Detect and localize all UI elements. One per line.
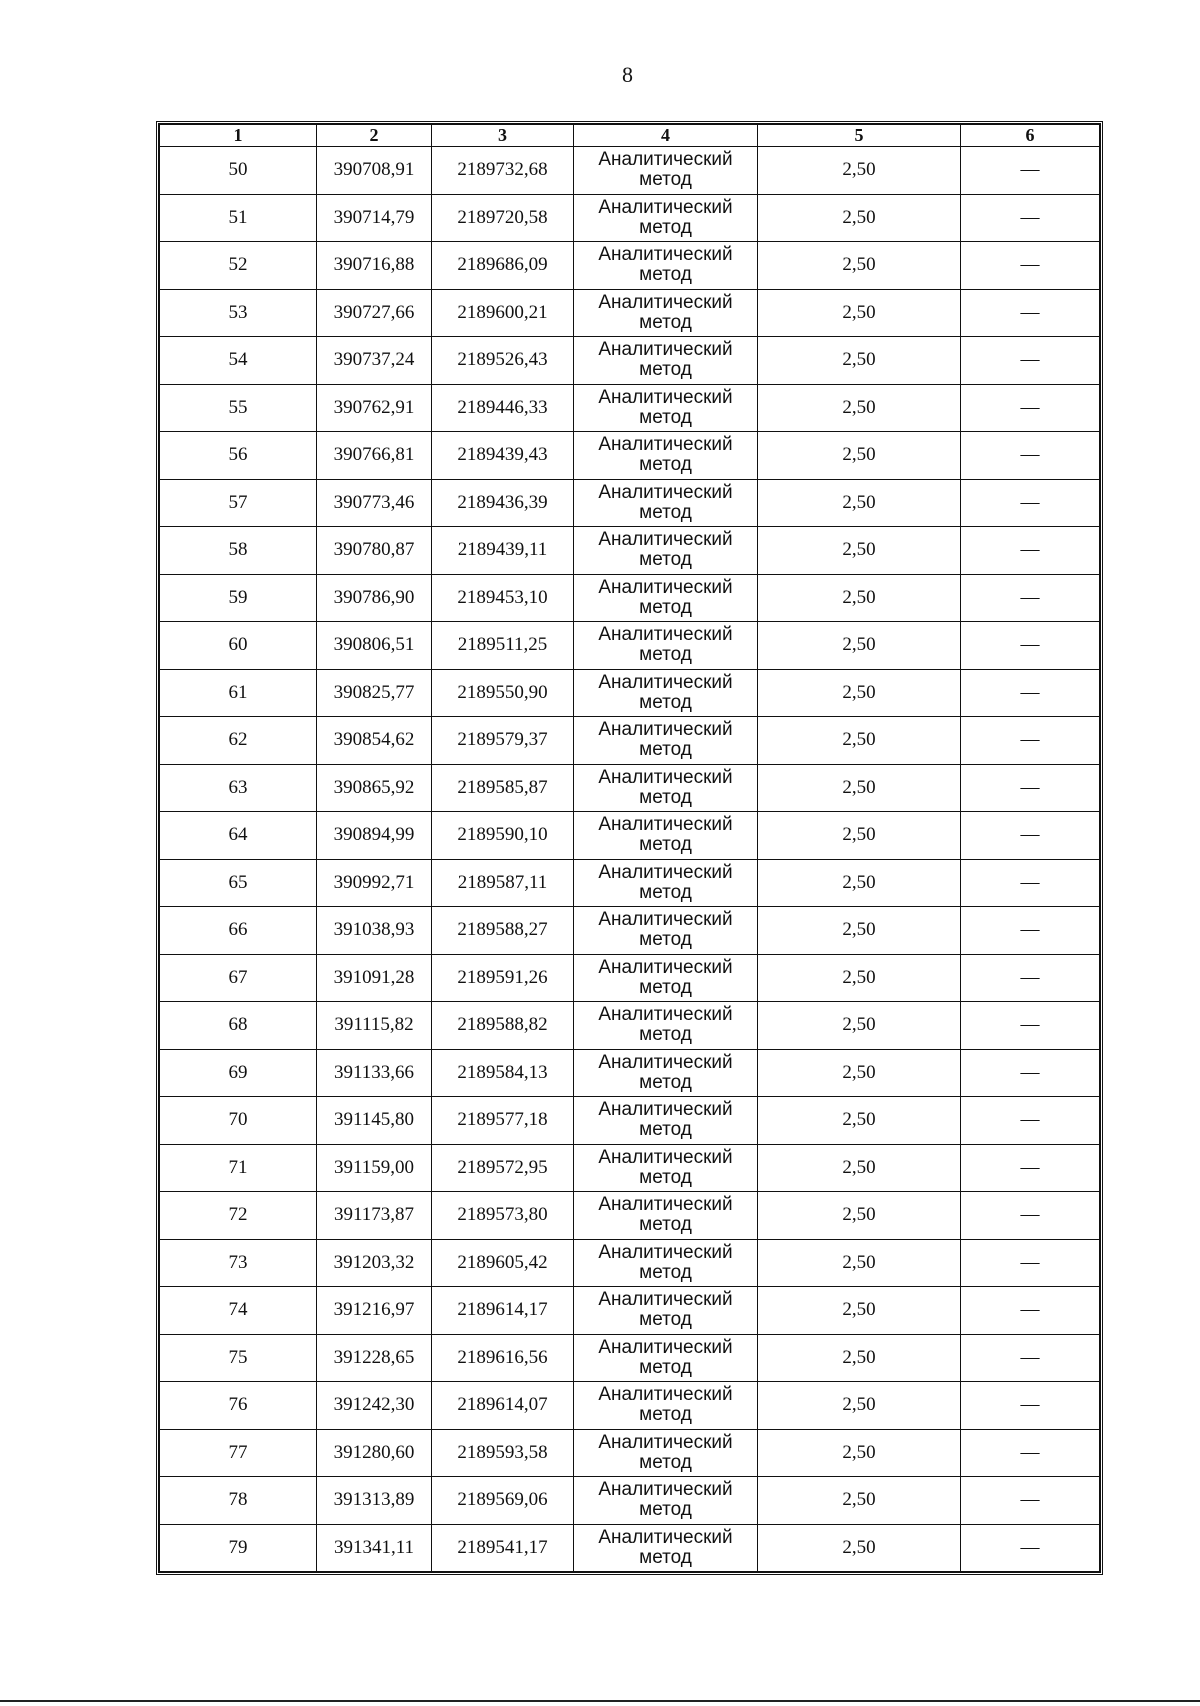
accuracy-cell: 2,50 (758, 1192, 961, 1240)
x-coordinate-cell: 390865,92 (317, 764, 432, 812)
method-line-2: метод (639, 1309, 692, 1331)
note-cell: — (961, 1382, 1100, 1430)
point-number-cell: 60 (160, 622, 317, 670)
y-coordinate-cell: 2189550,90 (432, 669, 574, 717)
table-row (160, 859, 1100, 907)
x-coordinate-cell: 390806,51 (317, 622, 432, 670)
table-row (160, 764, 1100, 812)
method-cell (574, 1477, 758, 1525)
method-line-2: метод (639, 1214, 692, 1236)
table-row (160, 812, 1100, 860)
y-coordinate-cell: 2189569,06 (432, 1477, 574, 1525)
method-cell (574, 1002, 758, 1050)
y-coordinate-cell: 2189573,80 (432, 1192, 574, 1240)
accuracy-cell: 2,50 (758, 1287, 961, 1335)
method-line-1: Аналитический (598, 339, 733, 361)
x-coordinate-cell: 390786,90 (317, 574, 432, 622)
note-cell: — (961, 1429, 1100, 1477)
x-coordinate-cell: 391091,28 (317, 954, 432, 1002)
point-number-cell: 79 (160, 1524, 317, 1572)
method-line-2: метод (639, 311, 692, 333)
column-header-5: 5 (758, 125, 961, 147)
method-cell (574, 432, 758, 480)
point-number-cell: 77 (160, 1429, 317, 1477)
table-row (160, 337, 1100, 385)
accuracy-cell: 2,50 (758, 907, 961, 955)
table-row (160, 1239, 1100, 1287)
method-line-2: метод (639, 881, 692, 903)
table-row (160, 384, 1100, 432)
note-cell: — (961, 954, 1100, 1002)
method-line-2: метод (639, 169, 692, 191)
method-line-1: Аналитический (598, 1526, 733, 1548)
y-coordinate-cell: 2189577,18 (432, 1097, 574, 1145)
method-line-1: Аналитический (598, 1146, 733, 1168)
accuracy-cell: 2,50 (758, 622, 961, 670)
note-cell: — (961, 574, 1100, 622)
method-line-2: метод (639, 644, 692, 666)
table-row (160, 1287, 1100, 1335)
method-line-1: Аналитический (598, 529, 733, 551)
point-number-cell: 73 (160, 1239, 317, 1287)
y-coordinate-cell: 2189590,10 (432, 812, 574, 860)
x-coordinate-cell: 391145,80 (317, 1097, 432, 1145)
table-row (160, 479, 1100, 527)
accuracy-cell: 2,50 (758, 1382, 961, 1430)
point-number-cell: 75 (160, 1334, 317, 1382)
method-line-2: метод (639, 1404, 692, 1426)
accuracy-cell: 2,50 (758, 1334, 961, 1382)
note-cell: — (961, 1334, 1100, 1382)
x-coordinate-cell: 390708,91 (317, 147, 432, 195)
method-cell (574, 1287, 758, 1335)
x-coordinate-cell: 391242,30 (317, 1382, 432, 1430)
point-number-cell: 62 (160, 717, 317, 765)
y-coordinate-cell: 2189720,58 (432, 194, 574, 242)
point-number-cell: 61 (160, 669, 317, 717)
accuracy-cell: 2,50 (758, 669, 961, 717)
method-line-1: Аналитический (598, 814, 733, 836)
point-number-cell: 59 (160, 574, 317, 622)
point-number-cell: 65 (160, 859, 317, 907)
method-cell (574, 384, 758, 432)
x-coordinate-cell: 390727,66 (317, 289, 432, 337)
method-line-1: Аналитический (598, 766, 733, 788)
point-number-cell: 71 (160, 1144, 317, 1192)
x-coordinate-cell: 390854,62 (317, 717, 432, 765)
point-number-cell: 72 (160, 1192, 317, 1240)
x-coordinate-cell: 391038,93 (317, 907, 432, 955)
table-row (160, 194, 1100, 242)
note-cell: — (961, 1239, 1100, 1287)
point-number-cell: 51 (160, 194, 317, 242)
point-number-cell: 50 (160, 147, 317, 195)
y-coordinate-cell: 2189453,10 (432, 574, 574, 622)
note-cell: — (961, 1477, 1100, 1525)
accuracy-cell: 2,50 (758, 1477, 961, 1525)
column-header-4: 4 (574, 125, 758, 147)
y-coordinate-cell: 2189600,21 (432, 289, 574, 337)
method-line-2: метод (639, 264, 692, 286)
note-cell: — (961, 1097, 1100, 1145)
method-line-1: Аналитический (598, 576, 733, 598)
point-number-cell: 66 (160, 907, 317, 955)
point-number-cell: 53 (160, 289, 317, 337)
method-cell (574, 954, 758, 1002)
table-row (160, 1097, 1100, 1145)
table-row (160, 954, 1100, 1002)
y-coordinate-cell: 2189584,13 (432, 1049, 574, 1097)
point-number-cell: 54 (160, 337, 317, 385)
table-header-row (160, 125, 1100, 147)
method-cell (574, 289, 758, 337)
method-cell (574, 1097, 758, 1145)
method-cell (574, 812, 758, 860)
x-coordinate-cell: 391159,00 (317, 1144, 432, 1192)
column-header-2: 2 (317, 125, 432, 147)
y-coordinate-cell: 2189614,17 (432, 1287, 574, 1335)
note-cell: — (961, 907, 1100, 955)
accuracy-cell: 2,50 (758, 527, 961, 575)
accuracy-cell: 2,50 (758, 337, 961, 385)
note-cell: — (961, 812, 1100, 860)
method-line-1: Аналитический (598, 861, 733, 883)
accuracy-cell: 2,50 (758, 1097, 961, 1145)
table-body (160, 147, 1100, 1572)
x-coordinate-cell: 391216,97 (317, 1287, 432, 1335)
y-coordinate-cell: 2189572,95 (432, 1144, 574, 1192)
y-coordinate-cell: 2189686,09 (432, 242, 574, 290)
x-coordinate-cell: 390780,87 (317, 527, 432, 575)
accuracy-cell: 2,50 (758, 1429, 961, 1477)
note-cell: — (961, 669, 1100, 717)
point-number-cell: 57 (160, 479, 317, 527)
method-line-2: метод (639, 739, 692, 761)
point-number-cell: 76 (160, 1382, 317, 1430)
method-cell (574, 1334, 758, 1382)
method-cell (574, 1524, 758, 1572)
table-row (160, 1334, 1100, 1382)
point-number-cell: 52 (160, 242, 317, 290)
note-cell: — (961, 384, 1100, 432)
method-line-2: метод (639, 1451, 692, 1473)
coordinates-table (159, 124, 1100, 1572)
method-line-1: Аналитический (598, 1051, 733, 1073)
method-cell (574, 622, 758, 670)
accuracy-cell: 2,50 (758, 1524, 961, 1572)
point-number-cell: 56 (160, 432, 317, 480)
accuracy-cell: 2,50 (758, 1239, 961, 1287)
point-number-cell: 58 (160, 527, 317, 575)
x-coordinate-cell: 390737,24 (317, 337, 432, 385)
note-cell: — (961, 717, 1100, 765)
method-line-1: Аналитический (598, 1099, 733, 1121)
x-coordinate-cell: 391203,32 (317, 1239, 432, 1287)
note-cell: — (961, 242, 1100, 290)
method-line-2: метод (639, 1024, 692, 1046)
x-coordinate-cell: 390825,77 (317, 669, 432, 717)
method-line-2: метод (639, 834, 692, 856)
note-cell: — (961, 1049, 1100, 1097)
table-row (160, 574, 1100, 622)
method-line-1: Аналитический (598, 719, 733, 741)
table-row (160, 1192, 1100, 1240)
method-cell (574, 1144, 758, 1192)
method-line-1: Аналитический (598, 1479, 733, 1501)
method-cell (574, 1049, 758, 1097)
method-line-1: Аналитический (598, 196, 733, 218)
method-line-2: метод (639, 1261, 692, 1283)
accuracy-cell: 2,50 (758, 954, 961, 1002)
point-number-cell: 70 (160, 1097, 317, 1145)
accuracy-cell: 2,50 (758, 384, 961, 432)
method-line-2: метод (639, 549, 692, 571)
point-number-cell: 55 (160, 384, 317, 432)
y-coordinate-cell: 2189439,11 (432, 527, 574, 575)
method-cell (574, 1192, 758, 1240)
note-cell: — (961, 289, 1100, 337)
method-line-1: Аналитический (598, 434, 733, 456)
method-cell (574, 242, 758, 290)
method-line-1: Аналитический (598, 909, 733, 931)
note-cell: — (961, 194, 1100, 242)
point-number-cell: 63 (160, 764, 317, 812)
accuracy-cell: 2,50 (758, 242, 961, 290)
method-cell (574, 337, 758, 385)
method-cell (574, 859, 758, 907)
note-cell: — (961, 1144, 1100, 1192)
table-row (160, 1477, 1100, 1525)
table-row (160, 907, 1100, 955)
method-cell (574, 907, 758, 955)
note-cell: — (961, 1287, 1100, 1335)
table-row (160, 1429, 1100, 1477)
method-line-2: метод (639, 691, 692, 713)
note-cell: — (961, 764, 1100, 812)
table-row (160, 527, 1100, 575)
method-line-1: Аналитический (598, 291, 733, 313)
table-row (160, 242, 1100, 290)
method-line-2: метод (639, 1499, 692, 1521)
method-line-1: Аналитический (598, 481, 733, 503)
y-coordinate-cell: 2189588,82 (432, 1002, 574, 1050)
y-coordinate-cell: 2189593,58 (432, 1429, 574, 1477)
method-line-2: метод (639, 359, 692, 381)
method-line-1: Аналитический (598, 1241, 733, 1263)
column-header-1: 1 (160, 125, 317, 147)
y-coordinate-cell: 2189585,87 (432, 764, 574, 812)
method-line-2: метод (639, 1356, 692, 1378)
y-coordinate-cell: 2189616,56 (432, 1334, 574, 1382)
accuracy-cell: 2,50 (758, 479, 961, 527)
accuracy-cell: 2,50 (758, 859, 961, 907)
note-cell: — (961, 479, 1100, 527)
x-coordinate-cell: 391341,11 (317, 1524, 432, 1572)
table-row (160, 147, 1100, 195)
accuracy-cell: 2,50 (758, 812, 961, 860)
point-number-cell: 74 (160, 1287, 317, 1335)
method-line-1: Аналитический (598, 244, 733, 266)
table-row (160, 1382, 1100, 1430)
point-number-cell: 69 (160, 1049, 317, 1097)
method-line-2: метод (639, 929, 692, 951)
x-coordinate-cell: 391133,66 (317, 1049, 432, 1097)
x-coordinate-cell: 391280,60 (317, 1429, 432, 1477)
accuracy-cell: 2,50 (758, 1049, 961, 1097)
method-cell (574, 1429, 758, 1477)
table-row (160, 1002, 1100, 1050)
note-cell: — (961, 622, 1100, 670)
note-cell: — (961, 1192, 1100, 1240)
method-line-1: Аналитический (598, 1431, 733, 1453)
x-coordinate-cell: 390714,79 (317, 194, 432, 242)
y-coordinate-cell: 2189541,17 (432, 1524, 574, 1572)
y-coordinate-cell: 2189588,27 (432, 907, 574, 955)
table-row (160, 622, 1100, 670)
method-cell (574, 194, 758, 242)
bottom-scan-rule (0, 1700, 1200, 1702)
x-coordinate-cell: 390773,46 (317, 479, 432, 527)
method-cell (574, 527, 758, 575)
y-coordinate-cell: 2189436,39 (432, 479, 574, 527)
method-line-1: Аналитический (598, 149, 733, 171)
method-line-1: Аналитический (598, 1336, 733, 1358)
method-cell (574, 764, 758, 812)
method-cell (574, 574, 758, 622)
y-coordinate-cell: 2189587,11 (432, 859, 574, 907)
method-line-1: Аналитический (598, 1384, 733, 1406)
y-coordinate-cell: 2189614,07 (432, 1382, 574, 1430)
method-line-1: Аналитический (598, 1289, 733, 1311)
note-cell: — (961, 147, 1100, 195)
x-coordinate-cell: 391313,89 (317, 1477, 432, 1525)
y-coordinate-cell: 2189526,43 (432, 337, 574, 385)
x-coordinate-cell: 390762,91 (317, 384, 432, 432)
method-line-2: метод (639, 454, 692, 476)
y-coordinate-cell: 2189605,42 (432, 1239, 574, 1287)
x-coordinate-cell: 391115,82 (317, 1002, 432, 1050)
method-cell (574, 479, 758, 527)
x-coordinate-cell: 391173,87 (317, 1192, 432, 1240)
point-number-cell: 64 (160, 812, 317, 860)
table-row (160, 1144, 1100, 1192)
method-cell (574, 1382, 758, 1430)
point-number-cell: 68 (160, 1002, 317, 1050)
accuracy-cell: 2,50 (758, 289, 961, 337)
accuracy-cell: 2,50 (758, 717, 961, 765)
note-cell: — (961, 527, 1100, 575)
table-row (160, 289, 1100, 337)
method-line-1: Аналитический (598, 624, 733, 646)
method-line-2: метод (639, 1071, 692, 1093)
y-coordinate-cell: 2189446,33 (432, 384, 574, 432)
note-cell: — (961, 337, 1100, 385)
method-line-2: метод (639, 786, 692, 808)
method-line-1: Аналитический (598, 1194, 733, 1216)
method-line-1: Аналитический (598, 1004, 733, 1026)
method-line-2: метод (639, 501, 692, 523)
x-coordinate-cell: 390716,88 (317, 242, 432, 290)
y-coordinate-cell: 2189579,37 (432, 717, 574, 765)
point-number-cell: 78 (160, 1477, 317, 1525)
accuracy-cell: 2,50 (758, 432, 961, 480)
accuracy-cell: 2,50 (758, 764, 961, 812)
table-row (160, 1524, 1100, 1572)
point-number-cell: 67 (160, 954, 317, 1002)
x-coordinate-cell: 390766,81 (317, 432, 432, 480)
method-line-2: метод (639, 976, 692, 998)
method-line-1: Аналитический (598, 386, 733, 408)
accuracy-cell: 2,50 (758, 194, 961, 242)
accuracy-cell: 2,50 (758, 147, 961, 195)
y-coordinate-cell: 2189732,68 (432, 147, 574, 195)
note-cell: — (961, 859, 1100, 907)
table-row (160, 669, 1100, 717)
table-row (160, 432, 1100, 480)
y-coordinate-cell: 2189511,25 (432, 622, 574, 670)
method-line-2: метод (639, 1546, 692, 1568)
coordinates-table-frame (156, 121, 1103, 1575)
note-cell: — (961, 1002, 1100, 1050)
table-row (160, 717, 1100, 765)
x-coordinate-cell: 390992,71 (317, 859, 432, 907)
accuracy-cell: 2,50 (758, 574, 961, 622)
y-coordinate-cell: 2189439,43 (432, 432, 574, 480)
method-line-2: метод (639, 596, 692, 618)
method-cell (574, 717, 758, 765)
column-header-6: 6 (961, 125, 1100, 147)
note-cell: — (961, 1524, 1100, 1572)
method-line-2: метод (639, 216, 692, 238)
method-cell (574, 669, 758, 717)
x-coordinate-cell: 391228,65 (317, 1334, 432, 1382)
y-coordinate-cell: 2189591,26 (432, 954, 574, 1002)
accuracy-cell: 2,50 (758, 1002, 961, 1050)
method-cell (574, 147, 758, 195)
method-line-2: метод (639, 1166, 692, 1188)
page-number: 8 (622, 62, 633, 87)
x-coordinate-cell: 390894,99 (317, 812, 432, 860)
method-line-1: Аналитический (598, 956, 733, 978)
method-line-2: метод (639, 1119, 692, 1141)
accuracy-cell: 2,50 (758, 1144, 961, 1192)
method-line-1: Аналитический (598, 671, 733, 693)
method-cell (574, 1239, 758, 1287)
column-header-3: 3 (432, 125, 574, 147)
method-line-2: метод (639, 406, 692, 428)
note-cell: — (961, 432, 1100, 480)
table-row (160, 1049, 1100, 1097)
